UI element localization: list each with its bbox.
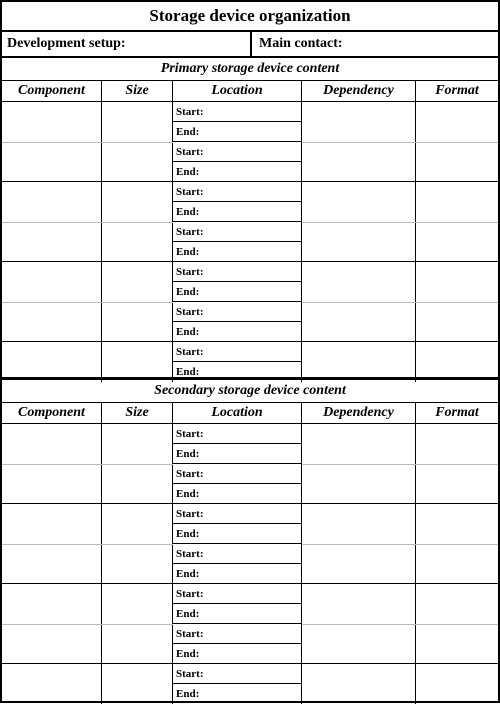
- location-end-field[interactable]: End:: [176, 326, 200, 338]
- row-group: [2, 342, 498, 382]
- cell-dependency[interactable]: [302, 664, 416, 704]
- cell-component[interactable]: [2, 342, 102, 382]
- location-start-field[interactable]: Start:: [173, 624, 302, 644]
- location-end-field[interactable]: End:: [176, 488, 200, 500]
- location-start-field[interactable]: Start:: [173, 664, 302, 684]
- row-divider: [302, 222, 498, 223]
- location-start-field[interactable]: Start:: [173, 424, 302, 444]
- location-start-field[interactable]: Start:: [173, 102, 302, 122]
- row-group: [2, 664, 498, 704]
- column-header-dependency: Dependency: [302, 81, 416, 101]
- row-divider: [2, 624, 173, 625]
- column-header-dependency: Dependency: [302, 403, 416, 423]
- location-start-field[interactable]: Start:: [173, 182, 302, 202]
- section-title: Primary storage device content: [2, 58, 498, 81]
- column-header-size: Size: [102, 81, 173, 101]
- section-separator: [2, 377, 498, 380]
- column-header-location: Location: [173, 403, 302, 423]
- location-start-field[interactable]: Start:: [173, 222, 302, 242]
- location-start-field[interactable]: Start:: [173, 544, 302, 564]
- cell-format[interactable]: [416, 342, 498, 382]
- row-divider: [2, 222, 173, 223]
- column-header-location: Location: [173, 81, 302, 101]
- row-divider: [302, 142, 498, 143]
- location-start-field[interactable]: Start:: [173, 302, 302, 322]
- column-header-component: Component: [2, 403, 102, 423]
- row-divider: [2, 464, 173, 465]
- cell-dependency[interactable]: [302, 342, 416, 382]
- development-setup-field[interactable]: Development setup:: [2, 32, 252, 56]
- location-end-field[interactable]: End:: [173, 444, 302, 464]
- column-header-row: [2, 403, 498, 424]
- location-end-field[interactable]: End:: [176, 366, 200, 378]
- location-start-field[interactable]: Start:: [173, 464, 302, 484]
- row-divider: [302, 544, 498, 545]
- row-divider: [2, 302, 173, 303]
- row-group: [2, 504, 498, 584]
- row-divider: [2, 142, 173, 143]
- cell-size[interactable]: [102, 342, 173, 382]
- meta-row: [2, 32, 498, 58]
- row-group: [2, 424, 498, 504]
- location-end-field[interactable]: End:: [176, 688, 200, 700]
- location-end-field[interactable]: End:: [176, 648, 200, 660]
- row-group: [2, 262, 498, 342]
- location-end-field[interactable]: End:: [173, 524, 302, 544]
- row-divider: [302, 302, 498, 303]
- location-start-field[interactable]: Start:: [173, 584, 302, 604]
- column-header-row: [2, 81, 498, 102]
- form-title: Storage device organization: [2, 2, 498, 32]
- column-header-component: Component: [2, 81, 102, 101]
- location-end-field[interactable]: End:: [173, 122, 302, 142]
- row-divider: [302, 624, 498, 625]
- location-end-field[interactable]: End:: [173, 604, 302, 624]
- location-end-field[interactable]: End:: [176, 568, 200, 580]
- location-start-field[interactable]: Start:: [173, 504, 302, 524]
- main-contact-field[interactable]: Main contact:: [259, 36, 343, 51]
- location-end-field[interactable]: End:: [173, 282, 302, 302]
- row-divider: [2, 544, 173, 545]
- location-start-field[interactable]: Start:: [173, 342, 302, 362]
- location-start-field[interactable]: Start:: [173, 142, 302, 162]
- location-end-field[interactable]: End:: [176, 166, 200, 178]
- location-end-field[interactable]: End:: [176, 246, 200, 258]
- cell-size[interactable]: [102, 664, 173, 704]
- row-group: [2, 182, 498, 262]
- row-group: [2, 102, 498, 182]
- column-header-format: Format: [435, 83, 479, 98]
- column-header-format: Format: [435, 405, 479, 420]
- location-end-field[interactable]: End:: [173, 202, 302, 222]
- cell-format[interactable]: [416, 664, 498, 704]
- location-start-field[interactable]: Start:: [173, 262, 302, 282]
- column-header-size: Size: [102, 403, 173, 423]
- section-title: Secondary storage device content: [2, 380, 498, 403]
- row-group: [2, 584, 498, 664]
- row-divider: [302, 464, 498, 465]
- cell-component[interactable]: [2, 664, 102, 704]
